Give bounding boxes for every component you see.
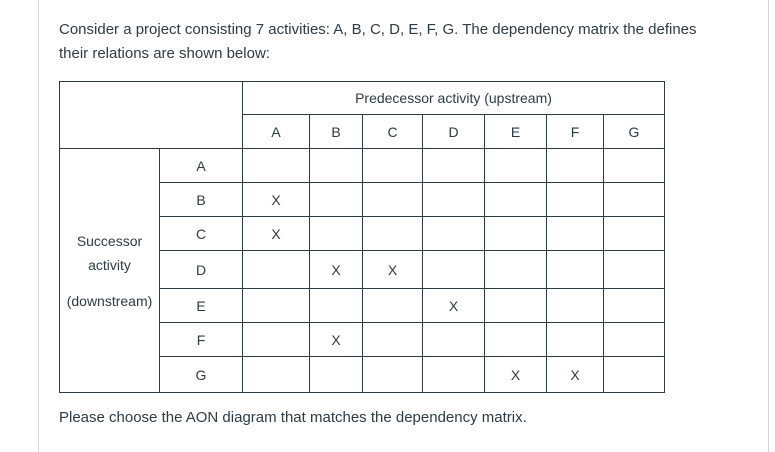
matrix-cell: [243, 289, 310, 323]
column-header: D: [423, 115, 485, 149]
row-header: E: [160, 289, 243, 323]
matrix-cell: X: [485, 357, 547, 393]
successor-label-line: (downstream): [66, 292, 153, 309]
row-header: C: [160, 217, 243, 251]
matrix-cell: [604, 183, 665, 217]
matrix-cell: [310, 289, 363, 323]
matrix-cell: [243, 323, 310, 357]
matrix-cell: [310, 149, 363, 183]
matrix-cell: X: [363, 251, 423, 289]
matrix-cell: [423, 251, 485, 289]
matrix-corner-cell: [60, 82, 243, 149]
panel-right-border: [768, 0, 769, 452]
matrix-cell: [604, 217, 665, 251]
matrix-cell: [604, 357, 665, 393]
successor-label-line: Successor: [76, 232, 143, 249]
matrix-cell: X: [310, 251, 363, 289]
panel-left-border: [38, 0, 39, 452]
matrix-cell: [423, 357, 485, 393]
question-prompt: Please choose the AON diagram that matches the dependency matrix.: [59, 409, 527, 426]
matrix-cell: [547, 217, 604, 251]
column-header: G: [604, 115, 665, 149]
dependency-matrix: [59, 81, 665, 393]
matrix-cell: X: [310, 323, 363, 357]
matrix-cell: [485, 251, 547, 289]
row-header: D: [160, 251, 243, 289]
matrix-cell: [485, 149, 547, 183]
question-intro: [59, 18, 749, 66]
matrix-cell: [604, 289, 665, 323]
matrix-cell: [547, 323, 604, 357]
matrix-cell: [243, 149, 310, 183]
column-header: E: [485, 115, 547, 149]
row-header: B: [160, 183, 243, 217]
matrix-cell: [363, 217, 423, 251]
matrix-cell: X: [243, 183, 310, 217]
matrix-cell: [423, 217, 485, 251]
row-header: F: [160, 323, 243, 357]
column-header: C: [363, 115, 423, 149]
matrix-cell: [485, 183, 547, 217]
matrix-cell: [310, 357, 363, 393]
matrix-cell: [423, 323, 485, 357]
matrix-cell: [604, 149, 665, 183]
matrix-cell: X: [243, 217, 310, 251]
matrix-cell: [363, 289, 423, 323]
matrix-row: [60, 149, 665, 183]
matrix-cell: [604, 323, 665, 357]
intro-line-2: their relations are shown below:: [59, 45, 270, 62]
matrix-cell: X: [423, 289, 485, 323]
matrix-cell: [363, 357, 423, 393]
matrix-cell: [604, 251, 665, 289]
column-header: B: [310, 115, 363, 149]
matrix-cell: [547, 289, 604, 323]
intro-line-1: Consider a project consisting 7 activities: A, B, C, D, E, F, G. The dependency matrix the defines: [59, 21, 697, 38]
matrix-cell: [485, 323, 547, 357]
matrix-cell: [363, 149, 423, 183]
matrix-cell: [310, 217, 363, 251]
matrix-cell: [423, 183, 485, 217]
matrix-cell: [243, 357, 310, 393]
matrix-cell: [363, 323, 423, 357]
column-header: A: [243, 115, 310, 149]
matrix-cell: [485, 217, 547, 251]
column-header: F: [547, 115, 604, 149]
successor-label-line: activity: [88, 256, 131, 273]
row-header: A: [160, 149, 243, 183]
matrix-cell: [310, 183, 363, 217]
predecessor-header: Predecessor activity (upstream): [243, 82, 665, 115]
matrix-cell: [363, 183, 423, 217]
matrix-cell: [485, 289, 547, 323]
matrix-cell: X: [547, 357, 604, 393]
matrix-cell: [547, 149, 604, 183]
matrix-cell: [547, 183, 604, 217]
matrix-cell: [243, 251, 310, 289]
matrix-cell: [423, 149, 485, 183]
matrix-cell: [547, 251, 604, 289]
row-header: G: [160, 357, 243, 393]
successor-label: [60, 149, 160, 393]
